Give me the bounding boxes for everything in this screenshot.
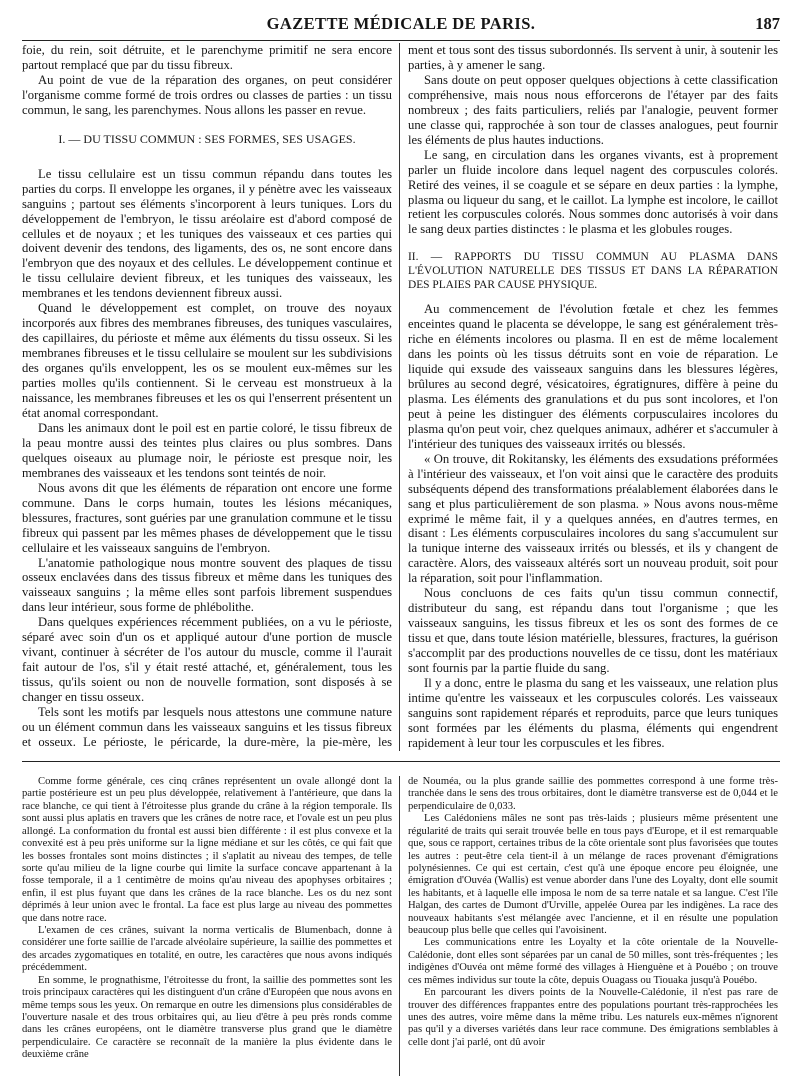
- section-divider: [22, 761, 780, 762]
- paragraph: Les communications entre les Loyalty et la côte orientale de la Nouvelle-Calédonie, dont elles sont séparées par un canal de 50 milles, sont très-fréquentes ; les indigènes d'Ouvéa ont même formé des villages à Hienguène et à Pouébo ; on trouve ces mêmes individus sur toute la côte, depuis Ouagass ou Tiouaka jusqu'à Pouébo.: [408, 937, 778, 986]
- column-left-lower: [22, 776, 392, 1076]
- journal-title: GAZETTE MÉDICALE DE PARIS.: [266, 14, 536, 33]
- paragraph: foie, du rein, soit détruite, et le parenchyme primitif ne sera encore partout remplacé que par du tissu fibreux.: [22, 43, 392, 72]
- paragraph: Sans doute on peut opposer quelques objections à cette classification compréhensive, mais nous nous efforcerons de l'étayer par des faits nombreux ; des faits particuliers, reliés par l'analogie, peuvent former une classe qui, rapprochée à son tour de classes analogues, peut fournir les éléments de plus hautes inductions.: [408, 72, 778, 147]
- paragraph: Tels sont les motifs par lesquels nous attestons une commune nature ou un élément commun dans les vaisseaux sanguins et les tissus fibreux et osseux. Le périoste, le péricarde, la dure-mère, la pie-mère, les: [22, 705, 392, 749]
- section-heading: I. — DU TISSU COMMUN : SES FORMES, SES USAGES.: [58, 131, 356, 146]
- column-rule-lower: [399, 776, 400, 1076]
- running-header: [22, 12, 780, 41]
- paragraph: En somme, le prognathisme, l'étroitesse du front, la saillie des pommettes sont les trois principaux caractères qui les distinguent d'un crâne d'Européen que nous avons en même temps sous les yeux. On remarque en outre les dimensions plus considérables de l'ouverture nasale et des trous orbitaires qui, au lieu d'être à peu près ronds comme dans les crânes européens, ont le diamètre transverse plus grand que le diamètre perpendiculaire. Ce caractère se reconnaît de la manière la plus évidente dans le deuxième crâne: [22, 974, 392, 1061]
- paragraph: L'anatomie pathologique nous montre souvent des plaques de tissu osseux enclavées dans des tissus fibreux et même dans les tuniques des vaisseaux sanguins ; la même elles sont parfois librement suspendues dans leur intérieur, sous forme de phlébolithe.: [22, 555, 392, 615]
- paragraph: Comme forme générale, ces cinq crânes représentent un ovale allongé dont la partie postérieure est un peu plus développée, relativement à l'antérieure, que dans la race blanche, ce qui tient à l'étroitesse plus grande du crâne à la région temporale. Ils sont aussi plus aplatis en travers que les crânes de notre race, et l'ovale est un peu plus allongé. La conformation du frontal est aussi bien différente : il est plus convexe et la convexité est à peu près uniforme sur la ligne médiane et sur les côtés, ce qui fait que les bosses frontales sont moins distinctes ; il s'aplatit au niveau des tempes, de telle sorte qu'au milieu de la ligne courbe qui limite la surface concave appartenant à la fosse temporale, il a 1 centimètre de moins qu'au niveau des apophyses orbitaires ; enfin, il est plus fuyant que dans les crânes de la race blanche. Les os du nez sont déprimés à leur union avec le frontal. La face est plus large au niveau des pommettes que dans notre race.: [22, 776, 392, 924]
- page-number: 187: [755, 14, 780, 33]
- paragraph: Le sang, en circulation dans les organes vivants, est à proprement parler un fluide incolore dans lequel nagent des corpuscules colorés. Retiré des veines, il se coagule et se sépare en deux parties : la lymphe, plasma ou liqueur du sang, et le caillot. La lymphe est incolore, le caillot retient les corpuscules colorés. Nous sommes donc autorisés à voir dans le sang deux parties distinctes : le plasma et les globules rouges.: [408, 147, 778, 237]
- column-left-upper: [22, 43, 392, 751]
- paragraph: Il y a donc, entre le plasma du sang et les vaisseaux, une relation plus intime qu'entre les vaisseaux et les corpuscules colorés. Les vaisseaux sanguins sont rapidement réparés et reproduits, parce que leurs tuniques sont formées par les éléments du plasma, éléments qui engendrent rapidement à leur tour les corpuscules et les fibres.: [408, 676, 778, 750]
- column-right-lower: [408, 776, 778, 1076]
- paragraph: Les Calédoniens mâles ne sont pas très-laids ; plusieurs même présentent une régularité de traits qui serait trouvée belle en tous pays d'Europe, et il est remarquable que, sous ce rapport, certaines tribus de la côte orientale sont plus favorisées que toutes les autres : peut-être cela tient-il à un mélange de races provenant d'émigrations polynésiennes. Ce qui est certain, c'est qu'à une époque encore peu éloignée, une émigration d'Ouvéa (Wallis) est venue aborder dans l'une des Loyalty, dont elle soumit les habitants, et à laquelle elle imposa le nom de sa terre natale et sa langue. C'est l'île Halgan, des cartes de Dumont d'Urville, appelée Ourea par les indigènes. La race des nouveaux habitants s'est mélangée avec l'ancienne, et il en résulte une population beaucoup plus belle que celles qui l'avoisinent.: [408, 813, 778, 937]
- paragraph: En parcourant les divers points de la Nouvelle-Calédonie, il n'est pas rare de trouver des différences frappantes entre des populations pourtant très-rapprochées les unes des autres, voire même dans la même tribu. Les naturels eux-mêmes n'ignorent pas qu'il y a diverses variétés dans leur race commune. Des émigrations semblables à celle dont j'ai parlé, ont dû avoir: [408, 987, 778, 1048]
- paragraph: Dans les animaux dont le poil est en partie coloré, le tissu fibreux de la peau montre aussi des teintes plus claires ou plus sombres. Dans quelques oiseaux au plumage noir, le périoste est presque noir, les membranes des vaisseaux et les tendons sont teintés de noir.: [22, 420, 392, 480]
- paragraph: Au commencement de l'évolution fœtale et chez les femmes enceintes quand le placenta se développe, le sang est généralement très-riche en éléments incolores ou plasma. Il en est de même localement dans les points où les tissus détruits sont en voie de réparation. Le liquide qui exsude des vaisseaux sanguins dans les blessures légères, brûlures au second degré, vésicatoires, égratignures, diffère à peine du plasma. Les éléments des granulations et du pus sont incolores, et l'on peut à peine les distinguer des éléments corpusculaires incolores du plasma qu'on peut voir, chez quelques animaux, adhérer et s'accumuler à l'intérieur des tuniques des vaisseaux irrités ou blessés.: [408, 302, 778, 451]
- paragraph: Le tissu cellulaire est un tissu commun répandu dans toutes les parties du corps. Il enveloppe les organes, il y pénètre avec les vaisseaux sanguins ; partout ses éléments s'incorporent à leurs tuniques. Lors du développement de l'embryon, le tissu aréolaire est d'abord composé de cellules et de noyaux ; et les tuniques des vaisseaux et ces parties qui doivent devenir des tendons, des ligaments, des os, ne sont encore dans l'embryon que des noyaux et des cellules. Le développement continue et le tissu cellulaire devient fibreux, et les tuniques des vaisseaux, les membranes et les tendons deviennent fibreux aussi.: [22, 166, 392, 301]
- paragraph: « On trouve, dit Rokitansky, les éléments des exsudations préformées à l'intérieur des vaisseaux, et l'on voit ainsi que le caractère des produits subséquents dépend des transformations préalablement élaborées dans le sang et plus particulièrement de son plasma. » Nous avons nous-même exprimé le même fait, il y a quelques années, en d'autres termes, en disant : Les éléments corpusculaires incolores du sang s'accumulent sur la tunique interne des vaisseaux irrités ou blessés, et ils y changent de caractère. Alors, des vaisseaux altérés sort un nouveau produit, soit pour la réparation, soit pour l'inflammation.: [408, 451, 778, 586]
- paragraph: L'examen de ces crânes, suivant la norma verticalis de Blumenbach, donne à considérer une forte saillie de l'arcade alvéolaire supérieure, la saillie des pommettes et des arcades zygomatiques en totalité, en outre, les caractères que nous avons indiqués précédemment.: [22, 925, 392, 974]
- paragraph: ment et tous sont des tissus subordonnés. Ils servent à unir, à soutenir les parties, à y amener le sang.: [408, 43, 778, 72]
- section-heading: II. — RAPPORTS DU TISSU COMMUN AU PLASMA DANS L'ÉVOLUTION NATURELLE DES TISSUS ET DANS LA RÉPARATION DES PLAIES PAR CAUSE PHYSIQUE.: [408, 251, 778, 291]
- column-right-upper: [408, 43, 778, 751]
- paragraph: de Nouméa, ou la plus grande saillie des pommettes correspond à une forme très-tranchée dans le sens des trous orbitaires, dont le diamètre transverse est de 0,044 et le perpendiculaire de 0,033.: [408, 776, 778, 812]
- paragraph: Nous concluons de ces faits qu'un tissu commun connectif, distributeur du sang, est répandu dans tout l'organisme ; que les vaisseaux sanguins, les tissus fibreux et les os sont des formes de ce tissu et que, dans toute lésion matérielle, blessures, fractures, la guérison s'accomplit par des productions nouvelles de ce tissu, dont les matériaux sont fournis par la partie fluide du sang.: [408, 586, 778, 676]
- paragraph: Nous avons dit que les éléments de réparation ont encore une forme commune. Dans le corps humain, toutes les lésions mécaniques, blessures, fractures, sont guéries par une granulation commune et le tissu fibreux qui passent par les mêmes phases de développement que le tissu cellulaire et les vaisseaux sanguins de l'embryon.: [22, 480, 392, 555]
- paragraph: Dans quelques expériences récemment publiées, on a vu le périoste, séparé avec soin d'un os et appliqué autour d'une portion de muscle vivant, continuer à sécréter de l'os autour du muscle, comme il l'aurait fait autour de l'os, s'il y était resté attaché, et, généralement, tous les tissus, qu'ils soient ou non de nouvelle formation, sont disposés à se changer en tissu osseux.: [22, 615, 392, 705]
- paragraph: Au point de vue de la réparation des organes, on peut considérer l'organisme comme formé de trois ordres ou classes de parties : un tissu commun, le sang, les parenchymes. Nous allons les passer en revue.: [22, 72, 392, 117]
- paragraph: Quand le développement est complet, on trouve des noyaux incorporés aux fibres des membranes fibreuses, des tuniques vasculaires, des capillaires, du périoste et même aux éléments du tissu osseux. Si les membranes fibreuses et le tissu cellulaire se moulent sur les subdivisions des organes qu'ils enveloppent, les os se moulent eux-mêmes sur les parties molles qu'ils contiennent. Si le cerveau est monstrueux à la naissance, les membranes fibreuses et les os qui l'enserrent présentent un état anomal correspondant.: [22, 301, 392, 420]
- column-rule-upper: [399, 43, 400, 751]
